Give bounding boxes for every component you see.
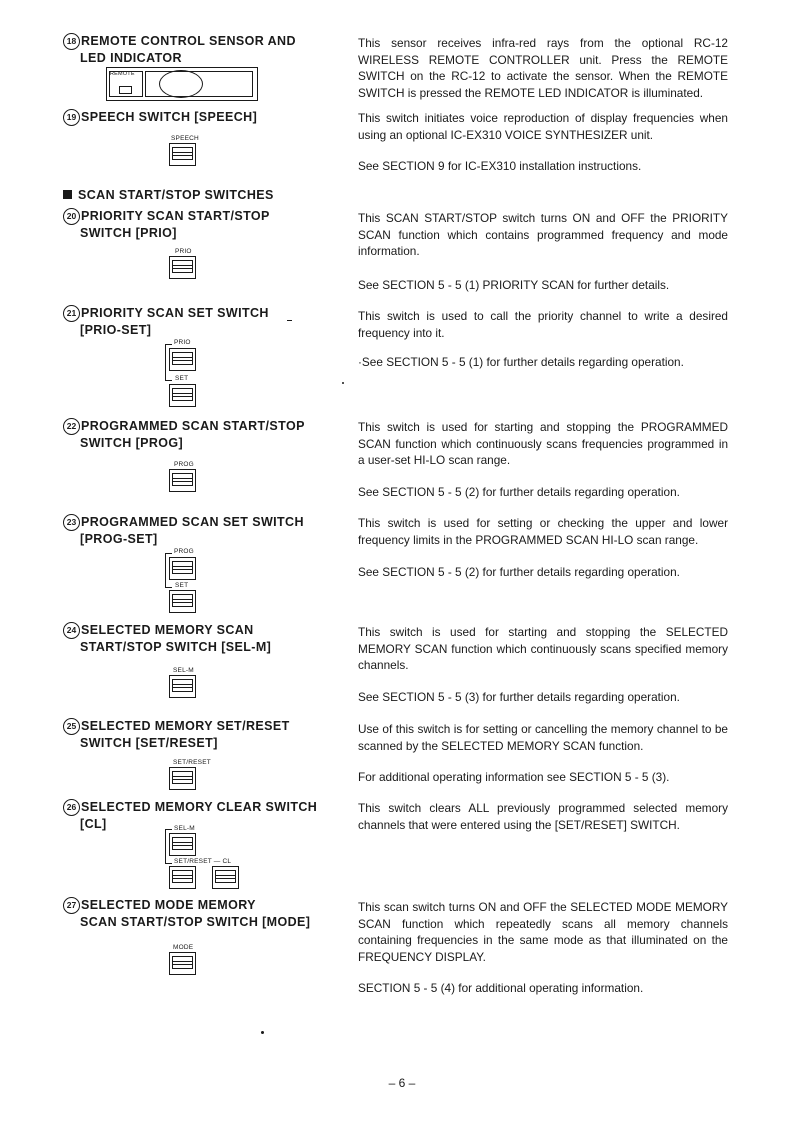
section-20-description: This SCAN START/STOP switch turns ON and OFF the PRIORITY SCAN function which contains programmed frequency and mode information. <box>358 211 728 258</box>
section-22-title: 22 PROGRAMMED SCAN START/STOP SWITCH [PROG] <box>63 418 333 452</box>
section-18-description: This sensor receives infra-red rays from the optional RC-12 WIRELESS REMOTE CONTROLLER unit. Press the REMOTE SWITCH on the RC-12 to activate the sensor. When the REMOTE SWITCH is pressed the REMOTE LED INDICATOR is illuminated. <box>358 36 728 100</box>
prog-set-label-prog: PROG <box>174 548 194 555</box>
item-number-24: 24 <box>63 622 80 639</box>
prog-button-icon <box>169 557 196 580</box>
speech-button-icon <box>169 143 196 166</box>
mode-button-icon <box>169 952 196 975</box>
section-23-title: 23 PROGRAMMED SCAN SET SWITCH [PROG-SET] <box>63 514 333 548</box>
set-reset-button-icon <box>169 767 196 790</box>
section-27-title: 27 SELECTED MODE MEMORY SCAN START/STOP SWITCH [MODE] <box>63 897 333 931</box>
mode-label: MODE <box>173 944 194 951</box>
remote-led-icon <box>119 86 132 94</box>
section-23-note: See SECTION 5 - 5 (2) for further details regarding operation. <box>358 565 680 579</box>
sel-m-button-icon <box>169 675 196 698</box>
section-19-description: This switch initiates voice reproduction of display frequencies when using an optional IC-EX310 VOICE SYNTHESIZER unit. <box>358 111 728 142</box>
section-21-title: 21 PRIORITY SCAN SET SWITCH [PRIO-SET] <box>63 305 333 339</box>
item-number-23: 23 <box>63 514 80 531</box>
prio-button-icon <box>169 256 196 279</box>
section-21-description: This switch is used to call the priority channel to write a desired frequency into it. <box>358 309 728 340</box>
item-number-20: 20 <box>63 208 80 225</box>
section-24-title: 24 SELECTED MEMORY SCAN START/STOP SWITCH [SEL-M] <box>63 622 333 656</box>
section-22-description: This switch is used for starting and stopping the PROGRAMMED SCAN function which continuously scans frequencies programmed in a user-set HI-LO scan range. <box>358 420 728 467</box>
section-23-description: This switch is used for setting or checking the upper and lower frequency limits in the PROGRAMMED SCAN HI-LO scan range. <box>358 516 728 547</box>
section-27-description: This scan switch turns ON and OFF the SELECTED MODE MEMORY SCAN function which repeatedly scans all memory channels containing frequencies in the same mode as that illuminated on the FREQUENCY DISPLAY. <box>358 900 728 964</box>
section-27-note: SECTION 5 - 5 (4) for additional operating information. <box>358 981 644 995</box>
remote-sensor-diagram <box>106 67 258 101</box>
sel-m-button-icon <box>169 833 196 856</box>
speech-label: SPEECH <box>171 135 199 142</box>
section-20-note: See SECTION 5 - 5 (1) PRIORITY SCAN for further details. <box>358 278 670 292</box>
remote-label: REMOTE <box>110 71 135 77</box>
item-number-21: 21 <box>63 305 80 322</box>
square-bullet-icon <box>63 190 72 199</box>
prio-label: PRIO <box>175 248 192 255</box>
item-number-27: 27 <box>63 897 80 914</box>
section-25-note: For additional operating information see SECTION 5 - 5 (3). <box>358 770 670 784</box>
item-number-19: 19 <box>63 109 80 126</box>
prog-label: PROG <box>174 461 194 468</box>
set-button-icon <box>169 384 196 407</box>
set-reset-button-icon <box>169 866 196 889</box>
prio-set-label-set: SET <box>175 375 189 382</box>
item-number-25: 25 <box>63 718 80 735</box>
item-number-18: 18 <box>63 33 80 50</box>
set-reset-label: SET/RESET <box>173 759 211 766</box>
section-24-description: This switch is used for starting and stopping the SELECTED MEMORY SCAN function which continuously scans specified memory channels. <box>358 625 728 672</box>
clear-label-sel-m: SEL-M <box>174 825 195 832</box>
section-19-note: See SECTION 9 for IC-EX310 installation instructions. <box>358 159 642 173</box>
scan-switches-heading: SCAN START/STOP SWITCHES <box>63 187 363 204</box>
set-button-icon <box>169 590 196 613</box>
sel-m-label: SEL-M <box>173 667 194 674</box>
section-19-title: 19 SPEECH SWITCH [SPEECH] <box>63 109 333 126</box>
section-22-note: See SECTION 5 - 5 (2) for further details regarding operation. <box>358 485 680 499</box>
cl-button-icon <box>212 866 239 889</box>
section-18-title: 18 REMOTE CONTROL SENSOR AND LED INDICATOR <box>63 33 333 67</box>
prio-set-label-prio: PRIO <box>174 339 191 346</box>
section-20-title: 20 PRIORITY SCAN START/STOP SWITCH [PRIO] <box>63 208 333 242</box>
section-25-title: 25 SELECTED MEMORY SET/RESET SWITCH [SET/RESET] <box>63 718 333 752</box>
page-number: – 6 – <box>388 1076 416 1090</box>
section-21-note: ·See SECTION 5 - 5 (1) for further details regarding operation. <box>358 355 684 369</box>
prio-button-icon <box>169 348 196 371</box>
prog-set-label-set: SET <box>175 582 189 589</box>
item-number-22: 22 <box>63 418 80 435</box>
section-25-description: Use of this switch is for setting or cancelling the memory channel to be scanned by the SELECTED MEMORY SCAN function. <box>358 722 728 753</box>
prog-button-icon <box>169 469 196 492</box>
section-24-note: See SECTION 5 - 5 (3) for further details regarding operation. <box>358 690 680 704</box>
sensor-lens-icon <box>159 70 203 98</box>
section-26-title: 26 SELECTED MEMORY CLEAR SWITCH [CL] <box>63 799 333 833</box>
clear-label-set-reset-cl: SET/RESET — CL <box>174 858 232 865</box>
section-26-description: This switch clears ALL previously programmed selected memory channels that were entered using the [SET/RESET] SWITCH. <box>358 801 728 832</box>
item-number-26: 26 <box>63 799 80 816</box>
